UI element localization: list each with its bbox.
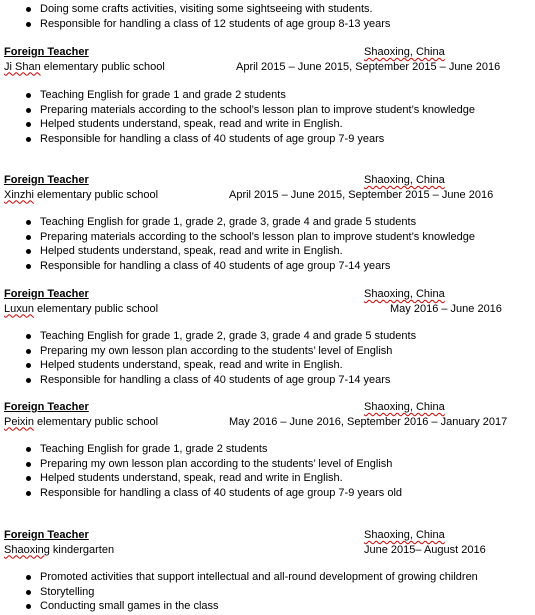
list-item: Responsible for handling a class of 40 students of age group 7-14 years [4,373,416,388]
list-item: Promoted activities that support intellectual and all-round development of growing children [4,570,478,585]
job-bullet-list [4,570,478,614]
list-item: Teaching English for grade 1, grade 2, grade 3, grade 4 and grade 5 students [4,215,475,230]
job-bullet-list [4,88,475,146]
list-item: Conducting small games in the class [4,599,478,614]
list-item: Storytelling [4,585,478,600]
job-location: Shaoxing, China [364,401,445,413]
school-name: Xinzhi elementary public school [4,188,159,201]
job-location: Shaoxing, China [364,46,445,58]
job-dates: May 2016 – June 2016 [390,302,502,315]
job-title: Foreign Teacher [4,46,89,58]
school-name: Peixin elementary public school [4,415,159,428]
list-item: Teaching English for grade 1, grade 2 students [4,442,402,457]
job-dates: April 2015 – June 2015, September 2015 – June 2016 [229,188,494,201]
job-entry [4,173,534,202]
list-item: Helped students understand, speak, read and write in English. [4,358,416,373]
school-name: Luxun elementary public school [4,302,159,315]
job-location: Shaoxing, China [364,174,445,186]
school-name: Shaoxing kindergarten [4,543,115,556]
list-item: Responsible for handling a class of 40 students of age group 7-14 years [4,259,475,274]
list-item: Preparing materials according to the school’s lesson plan to improve student’s knowledge [4,230,475,245]
list-item: Preparing my own lesson plan according to the students’ level of English [4,457,402,472]
job-entry [4,528,534,557]
job-bullet-list [4,215,475,273]
list-item: Doing some crafts activities, visiting some sightseeing with students. [4,2,390,17]
list-item: Teaching English for grade 1 and grade 2 students [4,88,475,103]
school-name: Ji Shan elementary public school [4,60,165,73]
list-item: Preparing materials according to the school’s lesson plan to improve student’s knowledge [4,103,475,118]
list-item: Helped students understand, speak, read and write in English. [4,471,402,486]
list-item: Responsible for handling a class of 40 students of age group 7-9 years old [4,486,402,501]
job-location: Shaoxing, China [364,288,445,300]
list-item: Responsible for handling a class of 12 students of age group 8-13 years [4,17,390,32]
list-item: Preparing my own lesson plan according to the students’ level of English [4,344,416,359]
job-title: Foreign Teacher [4,288,89,300]
job-bullet-list [4,442,402,500]
job-title: Foreign Teacher [4,529,89,541]
job-dates: April 2015 – June 2015, September 2015 – June 2016 [236,60,501,73]
job-title: Foreign Teacher [4,174,89,186]
job-entry [4,45,534,74]
job-title: Foreign Teacher [4,401,89,413]
job-entry [4,287,534,316]
job-location: Shaoxing, China [364,529,445,541]
job-entry [4,400,534,429]
job-dates: May 2016 – June 2016, September 2016 – January 2017 [229,415,508,428]
list-item: Helped students understand, speak, read and write in English. [4,244,475,259]
list-item: Teaching English for grade 1, grade 2, grade 3, grade 4 and grade 5 students [4,329,416,344]
list-item: Helped students understand, speak, read and write in English. [4,117,475,132]
intro-bullet-list [4,2,390,31]
list-item: Responsible for handling a class of 40 students of age group 7-9 years [4,132,475,147]
job-dates: June 2015– August 2016 [364,543,486,556]
job-bullet-list [4,329,416,387]
